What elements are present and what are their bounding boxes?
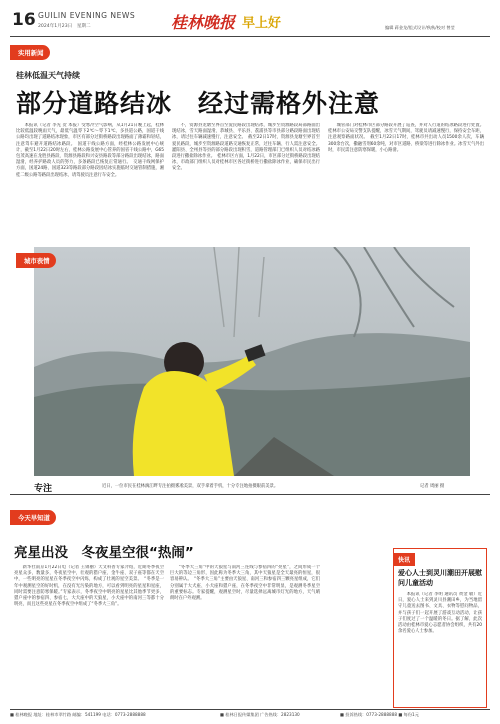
express-body: 本报讯（记者 李明 通讯员 黄金 敏）近日，爱心人士来到灵川县潮田乡，为当地留守儿童送去图书、文具、衣物等慰问物品，并与孩子们一起开展了游戏互动活动，让孩子们度过了一个温暖的冬日。据了解，此次活动由桂林市爱心志愿者协会组织，共有20余名爱心人士参加。 [398,592,482,635]
section-tag-city: 城市表情 [16,253,56,268]
footer-left: ■ 桂林晚报 地址：桂林市翠竹路 邮编：541199 电话：0773-2888888 [10,712,146,717]
newspaper-logo: 桂林晚报 [171,13,236,32]
issue-date: 2024年1月23日 星期二 [38,24,91,29]
section-rule [10,494,490,495]
footer-right: ■ 投诉热线：0773-2888888 ■ 每份1元 [340,712,419,717]
header-rule [10,36,490,37]
photo-caption: 近日，一位市民在桂林漓江畔专注拍摄雾凇美景，双手拿着手机，十分专注地拍摄眼前美景。 [102,484,279,489]
footer-mid: ■ 桂林日报传媒集团 广告热线：2823130 [220,712,300,717]
editor-credits: 编辑 蒋金龙/组式设计/秋秋/校对 曾莹 [385,25,455,30]
paper-name-english: GUILIN EVENING NEWS [38,11,136,20]
science-column-2: “冬季大三角”中的天狼星与南河三连线与参宿四的“亮星”，之间形成一个巨大的等边三角形，因此称为冬季大三角，其中天狼星是全天最亮的恒星，很容易辨认。 “冬季大三角”主要由天狼星、南河三和参宿四三颗亮星组成，它们分别属于大犬座、小犬座和猎户座，在冬季夜空中非常明显，是观测冬季星空的重要标志。专家提醒，观测星空时，尽量选择远离城市灯光的地方，天气晴朗时在户外观测。 [170,565,320,602]
masthead [0,0,500,36]
photo-label: 专注 [34,484,53,494]
section-tag-today: 今天早知道 [10,510,56,525]
news-photo [34,247,470,476]
footer-rule [10,709,490,710]
science-headline: 亮星出没 冬夜星空很“热闹” [14,545,194,561]
footer [10,712,490,722]
section-tag-practical-news: 实用新闻 [10,45,50,60]
story-column-3: 城管部门对桂林市区部分路段开展了巡查，并对人行道的结冰路段进行处置。桂林市公安局交警支队提醒，冰雪天气期间，驾驶员请减速慢行，保持安全车距，注意观察路面状况。 截至1月22日17时，桂林市共出动人员1500余人次，车辆300余台次，撒融雪剂60余吨，对市区道路、桥梁等进行除冰作业。冰雪天气外出时，市民需注意防寒保暖，小心路滑。 [328,123,484,153]
story-column-2: 不，资源县龙塘至界首至爱民路段出现结冰，城步至资源路段局部路面出现结冰，雪天路面湿滑，恭城县、平乐县、荔浦县等市县部分路段路面出现结冰，请过往车辆减速慢行，注意安全。 截至22日17时，资源县龙塘至界首至爱民路段，城步至资源路段道路交通恢复正常，过往车辆、行人需注意安全。灌阳县、全州县等县的部分路段出现积雪，道路管理部门已组织人员对结冰路段进行撒盐除冰作业。 桂林市区方面，1月22日，市区部分过街桥路段出现结冰，市政部门组织人员对桂林市区各过街桥进行撒盐除冰作业，确保市民出行安全。 [172,123,320,172]
photo-credit: 记者 周丽 摄 [420,484,445,489]
page-number: 16 [12,10,36,30]
photo-illustration [34,247,470,476]
story-column-1: 本报讯（记者 李先 贺 本报）受寒冷空气影响，从1月21日晚上起，桂林比较低温较晚雨天气，最低气温零下2℃～零下1℃，多县道公路，国道干线公路均出现了道路结冰现象，市区有部分过街桥路段出现路面了薄霜和轻结，注意驾车避开道路结冰路段。 国道干线公路方面，经桂林公路发展中心统计，截至1月22日20时左右，桂林公路发展中心管养的国省干线公路中，G65包茂高速在龙胜县路段、资源县路段和兴安县路段等部分路段出现结冰，路面湿滑，经养护路政人员的努力，多条路段已恢复正常通行。 交通干线网保护方面，国道24路、国道323等路段部分路段因结冰实施临时交通管制措施，湘桂二级公路等路段出现结冰，请驾驶员注意行车安全。 [16,123,164,178]
express-tag: 快讯 [393,553,415,566]
science-column-1: 新华社南京1月22日电（记者 王锦丽）天文科普专家介绍，近期冬季夜空亮星众多，数量多，冬夜星空中，壮观的猎户座、金牛座、双子座等都在天空中，一些明亮的星星在冬季夜空中闪烁，构成了壮观的星空美景。 “冬季是一年中观测星空的好时机，在没有光污染的地方，可以看到明亮的星星和星座，同时需要注意防寒保暖。”专家表示，冬季夜空中明亮的星星比其他季节更多，猎户座中的参宿四、参宿七，大犬座中的天狼星，小犬座中的南河三等都十分明亮，而且这些亮星在冬季夜空中组成了“冬季大三角”。 [14,565,164,608]
express-headline: 爱心人士到灵川潮田开展慰问儿童活动 [398,569,482,587]
section-logo: 早上好 [242,16,282,31]
story-kicker: 桂林低温天气持续 [16,71,80,80]
story-headline: 部分道路结冰 经过需格外注意 [16,89,381,118]
